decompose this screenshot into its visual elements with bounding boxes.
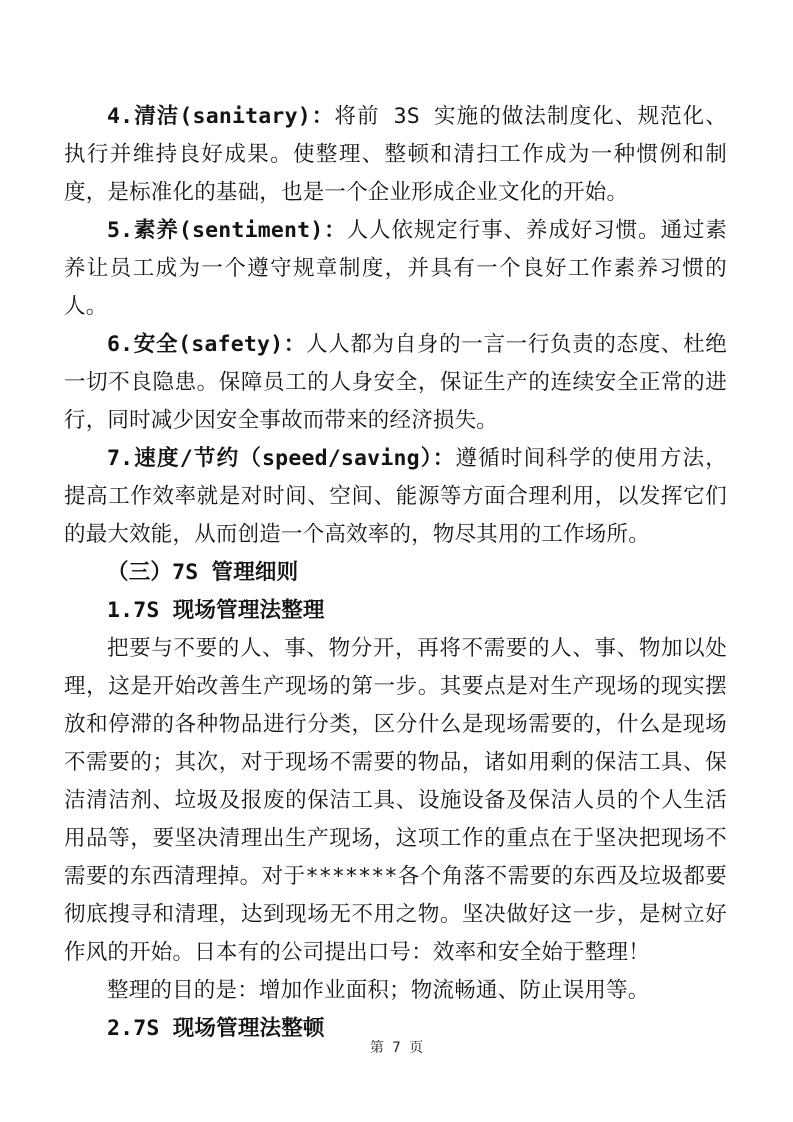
- heading-text: 1.7S 现场管理法整理: [107, 598, 325, 623]
- page-number: 第 7 页: [369, 1040, 424, 1056]
- paragraph-lead: 6.安全(safety)：: [107, 332, 306, 357]
- document-body: [64, 98, 727, 1048]
- paragraph: [64, 630, 727, 972]
- paragraph: [64, 98, 727, 212]
- paragraph-lead: 5.素养(sentiment)：: [107, 218, 347, 243]
- paragraph-text: 整理的目的是：增加作业面积；物流畅通、防止误用等。: [107, 978, 650, 1003]
- section-heading: [64, 554, 727, 592]
- paragraph: [64, 326, 727, 440]
- paragraph-text: 把要与不要的人、事、物分开，再将不需要的人、事、物加以处理，这是开始改善生产现场的第一步。其要点是对生产现场的现实摆放和停滞的各种物品进行分类，区分什么是现场需要的，什么是现场不需要的；其次，对于现场不需要的物品，诸如用剩的保洁工具、保洁清洁剂、垃圾及报废的保洁工具、设施设备及保洁人员的个人生活用品等，要坚决清理出生产现场，这项工作的重点在于坚决把现场不需要的东西清理掉。对于*******各个角落不需要的东西及垃圾都要彻底搜寻和清理，达到现场无不用之物。坚决做好这一步，是树立好作风的开始。日本有的公司提出口号：效率和安全始于整理！: [64, 636, 727, 965]
- paragraph-text: 将前 3S 实施的做法制度化、规范化、执行并维持良好成果。使整理、整顿和清扫工作成为一种惯例和制度，是标准化的基础，也是一个企业形成企业文化的开始。: [64, 104, 727, 205]
- heading-text: （三）7S 管理细则: [107, 560, 299, 585]
- paragraph-text: 遵循时间科学的使用方法，提高工作效率就是对时间、空间、能源等方面合理利用，以发挥它们的最大效能，从而创造一个高效率的，物尽其用的工作场所。: [64, 446, 728, 547]
- paragraph: [64, 212, 727, 326]
- paragraph: [64, 440, 727, 554]
- paragraph: [64, 972, 727, 1010]
- heading-text: 2.7S 现场管理法整顿: [107, 1016, 325, 1041]
- paragraph-lead: 7.速度/节约（speed/saving）：: [107, 446, 456, 471]
- paragraph-text: 人人依规定行事、养成好习惯。通过素养让员工成为一个遵守规章制度，并具有一个良好工作素养习惯的人。: [64, 218, 727, 319]
- paragraph-text: 人人都为自身的一言一行负责的态度、杜绝一切不良隐患。保障员工的人身安全，保证生产的连续安全正常的进行，同时减少因安全事故而带来的经济损失。: [64, 332, 727, 433]
- page-footer: [0, 1038, 793, 1058]
- paragraph-lead: 4.清洁(sanitary)：: [107, 104, 335, 129]
- section-heading: [64, 592, 727, 630]
